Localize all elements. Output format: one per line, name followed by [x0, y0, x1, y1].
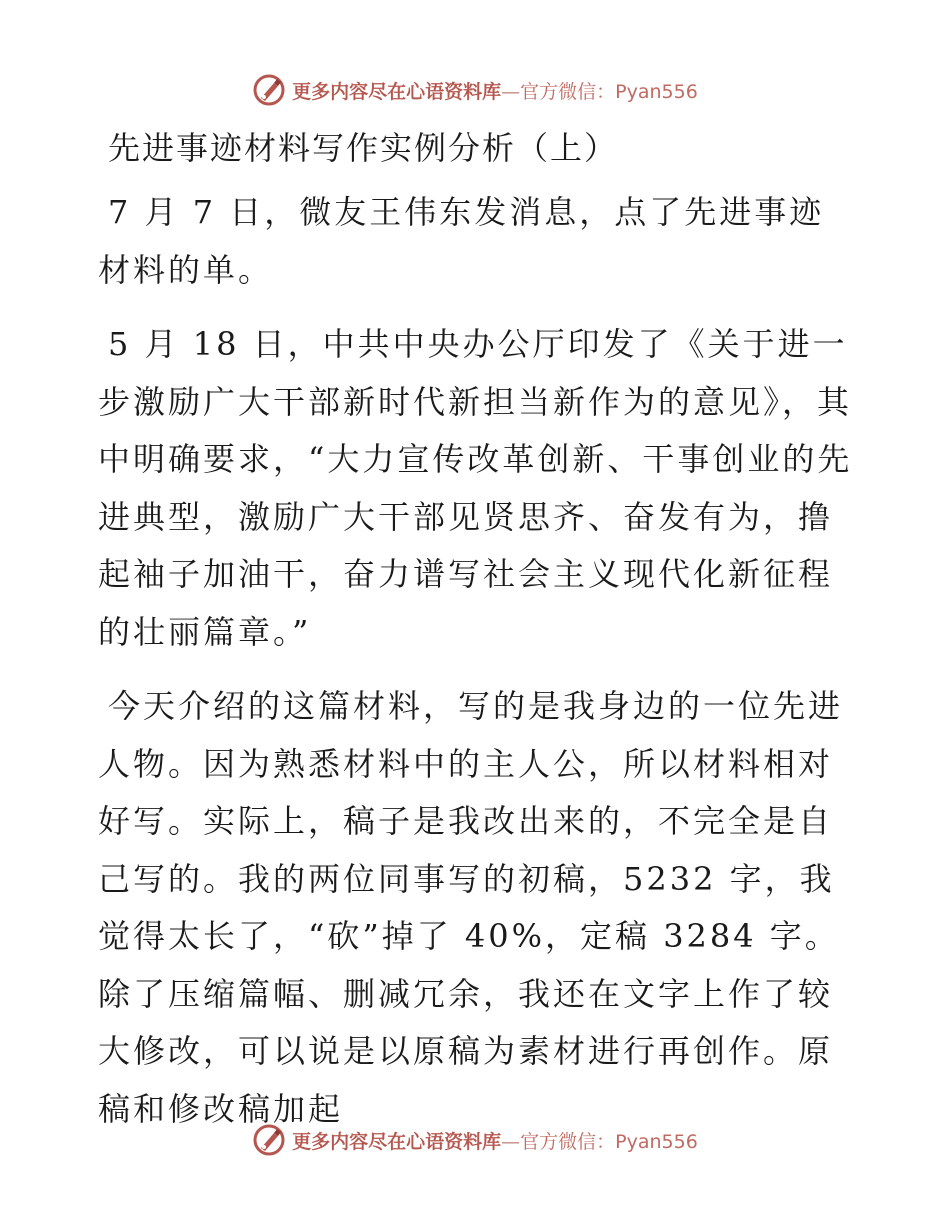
banner-brand: 更多内容尽在心语资料库 [292, 1130, 502, 1153]
footer-banner [0, 1120, 950, 1160]
document-title: 先进事迹材料写作实例分析（上） [108, 129, 619, 167]
banner-text [292, 77, 698, 104]
banner-separator: — [501, 1130, 521, 1153]
paragraph-1: 7 月 7 日，微友王伟东发消息，点了先进事迹材料的单。 [98, 193, 825, 289]
banner-brand: 更多内容尽在心语资料库 [292, 80, 502, 103]
document-body [98, 120, 858, 1155]
banner-separator: — [501, 80, 521, 103]
pen-logo-icon [252, 73, 286, 107]
banner-text [292, 1127, 698, 1154]
banner-wechat: 官方微信：Pyan556 [520, 80, 698, 103]
paragraph-3: 今天介绍的这篇材料，写的是我身边的一位先进人物。因为熟悉材料中的主人公，所以材料相对好写。实际上，稿子是我改出来的，不完全是自己写的。我的两位同事写的初稿，5232 字，我觉得太长了，“砍”掉了 40%，定稿 3284 字。除了压缩篇幅、删减冗余，我还在文字上作了较大修改，可以说是以原稿为素材进行再创作。原稿和修改稿加起 [98, 687, 844, 1128]
header-banner [0, 70, 950, 110]
banner-wechat: 官方微信：Pyan556 [520, 1130, 698, 1153]
paragraph-2: 5 月 18 日，中共中央办公厅印发了《关于进一步激励广大干部新时代新担当新作为的意见》，其中明确要求，“大力宣传改革创新、干事创业的先进典型，激励广大干部见贤思齐、奋发有为，撸起袖子加油干，奋力谱写社会主义现代化新征程的壮丽篇章。” [98, 325, 853, 651]
pen-logo-icon [252, 1123, 286, 1157]
